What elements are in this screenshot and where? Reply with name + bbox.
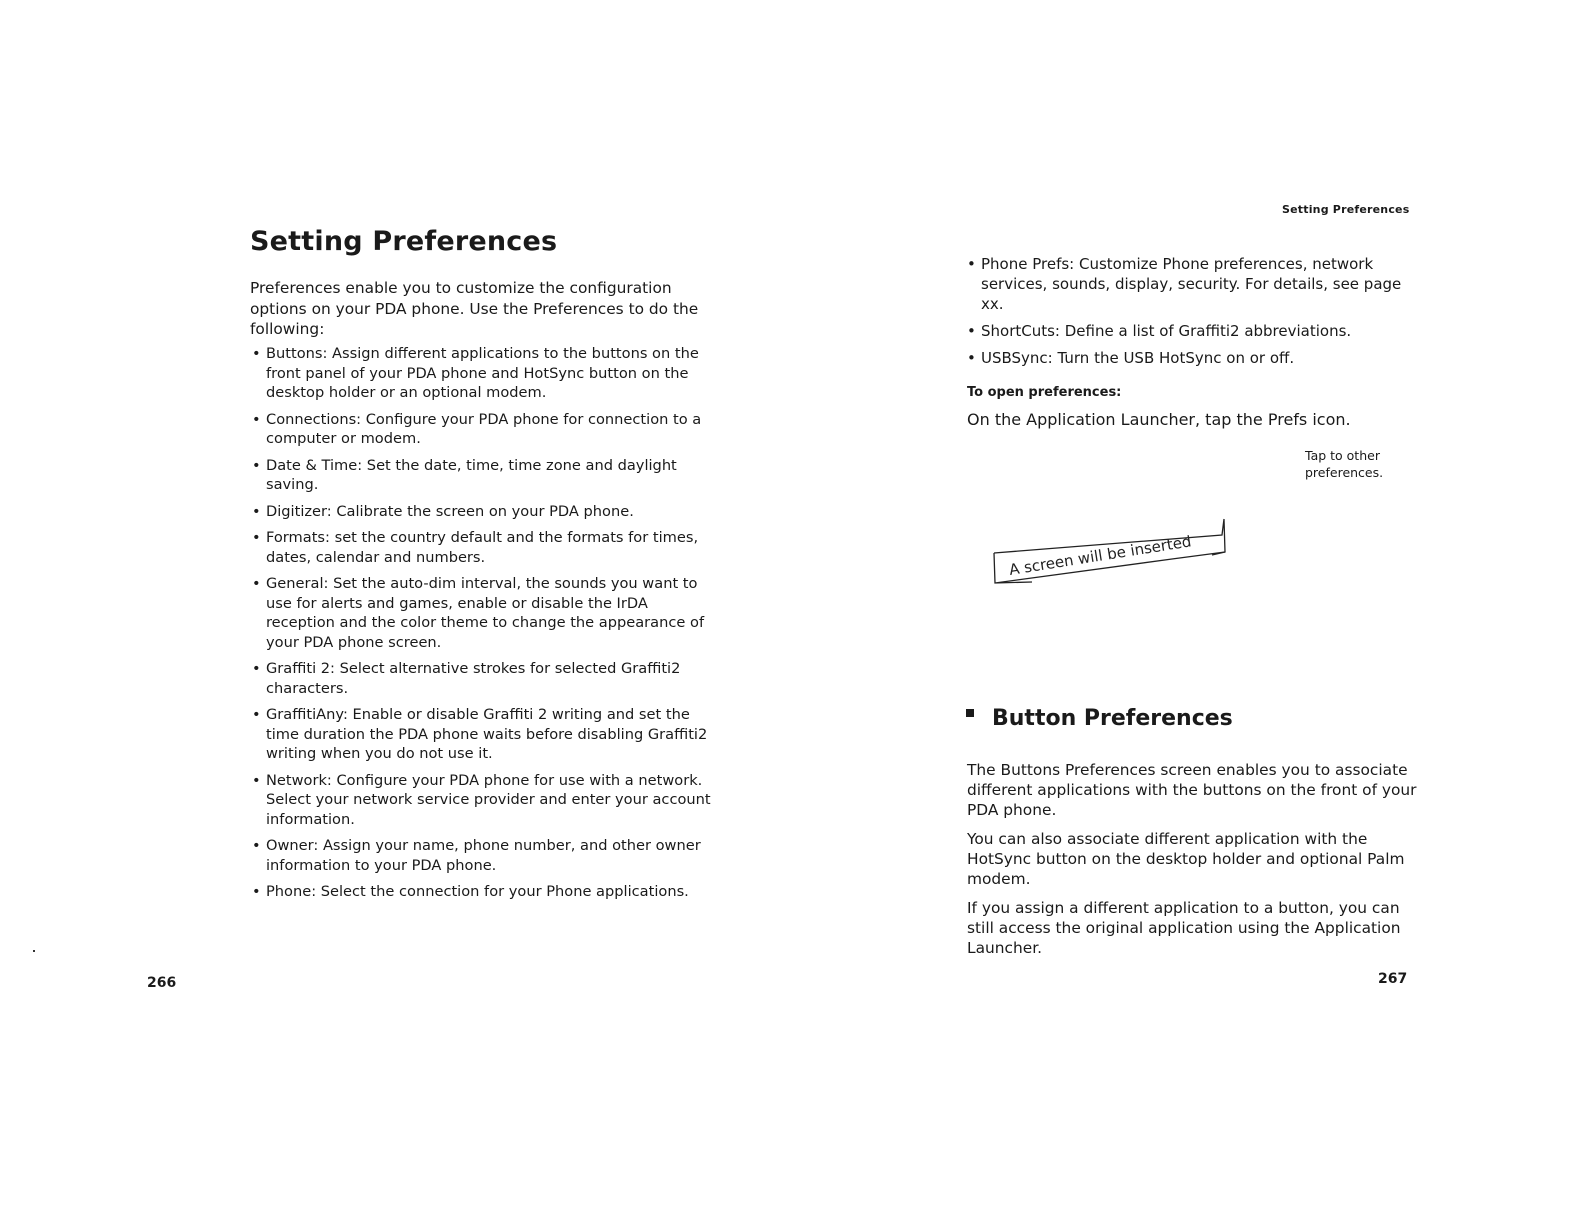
bullet-icon: • (252, 410, 261, 428)
right-page (792, 0, 1584, 1224)
bullet-icon: • (252, 575, 261, 592)
instruction-text: On the Application Launcher, tap the Prefs icon. (967, 410, 1351, 429)
procedure-heading: To open preferences: (967, 385, 1122, 400)
bullet-icon: • (967, 322, 976, 340)
list-item: • Phone Prefs: Customize Phone preferences, network services, sounds, display, security. For details, see page xx. (967, 255, 1402, 313)
preferences-list (252, 344, 720, 909)
paragraph: The Buttons Preferences screen enables you to associate different applications with the buttons on the front of your PDA phone. (967, 761, 1417, 819)
screenshot-placeholder (992, 507, 1232, 597)
bullet-icon: • (252, 529, 261, 546)
paragraph: You can also associate different application with the HotSync button on the desktop holder and optional Palm modem. (967, 830, 1405, 888)
bullet-icon: • (252, 771, 261, 789)
list-item: • ShortCuts: Define a list of Graffiti2 abbreviations. (967, 322, 1352, 340)
bullet-icon: • (252, 883, 261, 900)
preferences-list-continued (967, 254, 1427, 375)
callout-label: Tap to other preferences. (1305, 448, 1384, 480)
page-number-right: 267 (1378, 971, 1408, 987)
page-number-left: 266 (147, 975, 177, 991)
bullet-icon: • (252, 837, 261, 854)
bullet-icon: • (252, 706, 261, 723)
bullet-icon: • (967, 349, 976, 367)
list-item: • Phone: Select the connection for your Phone applications. (252, 883, 689, 900)
list-item: • Date & Time: Set the date, time, time zone and daylight saving. (252, 456, 677, 493)
section-title: Button Preferences (992, 706, 1233, 731)
bullet-icon: • (252, 502, 261, 520)
list-item: • Digitizer: Calibrate the screen on your PDA phone. (252, 502, 634, 520)
list-item: • USBSync: Turn the USB HotSync on or off. (967, 349, 1295, 367)
list-item: • GraffitiAny: Enable or disable Graffiti 2 writing and set the time duration the PDA phone waits before disabling Graffiti2 writing when you do not use it. (252, 706, 708, 762)
list-item: • Buttons: Assign different applications to the buttons on the front panel of your PDA phone and HotSync button on the desktop holder or an optional modem. (252, 345, 699, 401)
bullet-icon: • (967, 255, 976, 273)
list-item: • Owner: Assign your name, phone number, and other owner information to your PDA phone. (252, 837, 701, 874)
list-item: • General: Set the auto-dim interval, the sounds you want to use for alerts and games, enable or disable the IrDA reception and the color theme to change the appearance of your PDA phone screen. (252, 575, 705, 651)
scan-speck (33, 950, 35, 952)
list-item: • Formats: set the country default and the formats for times, dates, calendar and numbers. (252, 529, 699, 566)
list-item: • Connections: Configure your PDA phone for connection to a computer or modem. (252, 410, 702, 447)
running-head: Setting Preferences (1282, 203, 1410, 216)
bullet-icon: • (252, 345, 261, 362)
placeholder-text: A screen will be inserted (1007, 532, 1193, 579)
section-body (967, 760, 1427, 967)
paragraph: If you assign a different application to a button, you can still access the original application using the Application Launcher. (967, 899, 1401, 957)
square-bullet-icon (966, 709, 974, 717)
list-item: • Network: Configure your PDA phone for use with a network. Select your network service provider and enter your account information. (252, 771, 711, 828)
bullet-icon: • (252, 660, 261, 677)
intro-paragraph: Preferences enable you to customize the configuration options on your PDA phone. Use the Preferences to do the following: (250, 279, 699, 338)
page-title: Setting Preferences (250, 226, 558, 257)
section-heading (966, 706, 1233, 731)
placeholder-box-outline (992, 507, 1232, 597)
bullet-icon: • (252, 456, 261, 474)
list-item: • Graffiti 2: Select alternative strokes for selected Graffiti2 characters. (252, 660, 681, 697)
